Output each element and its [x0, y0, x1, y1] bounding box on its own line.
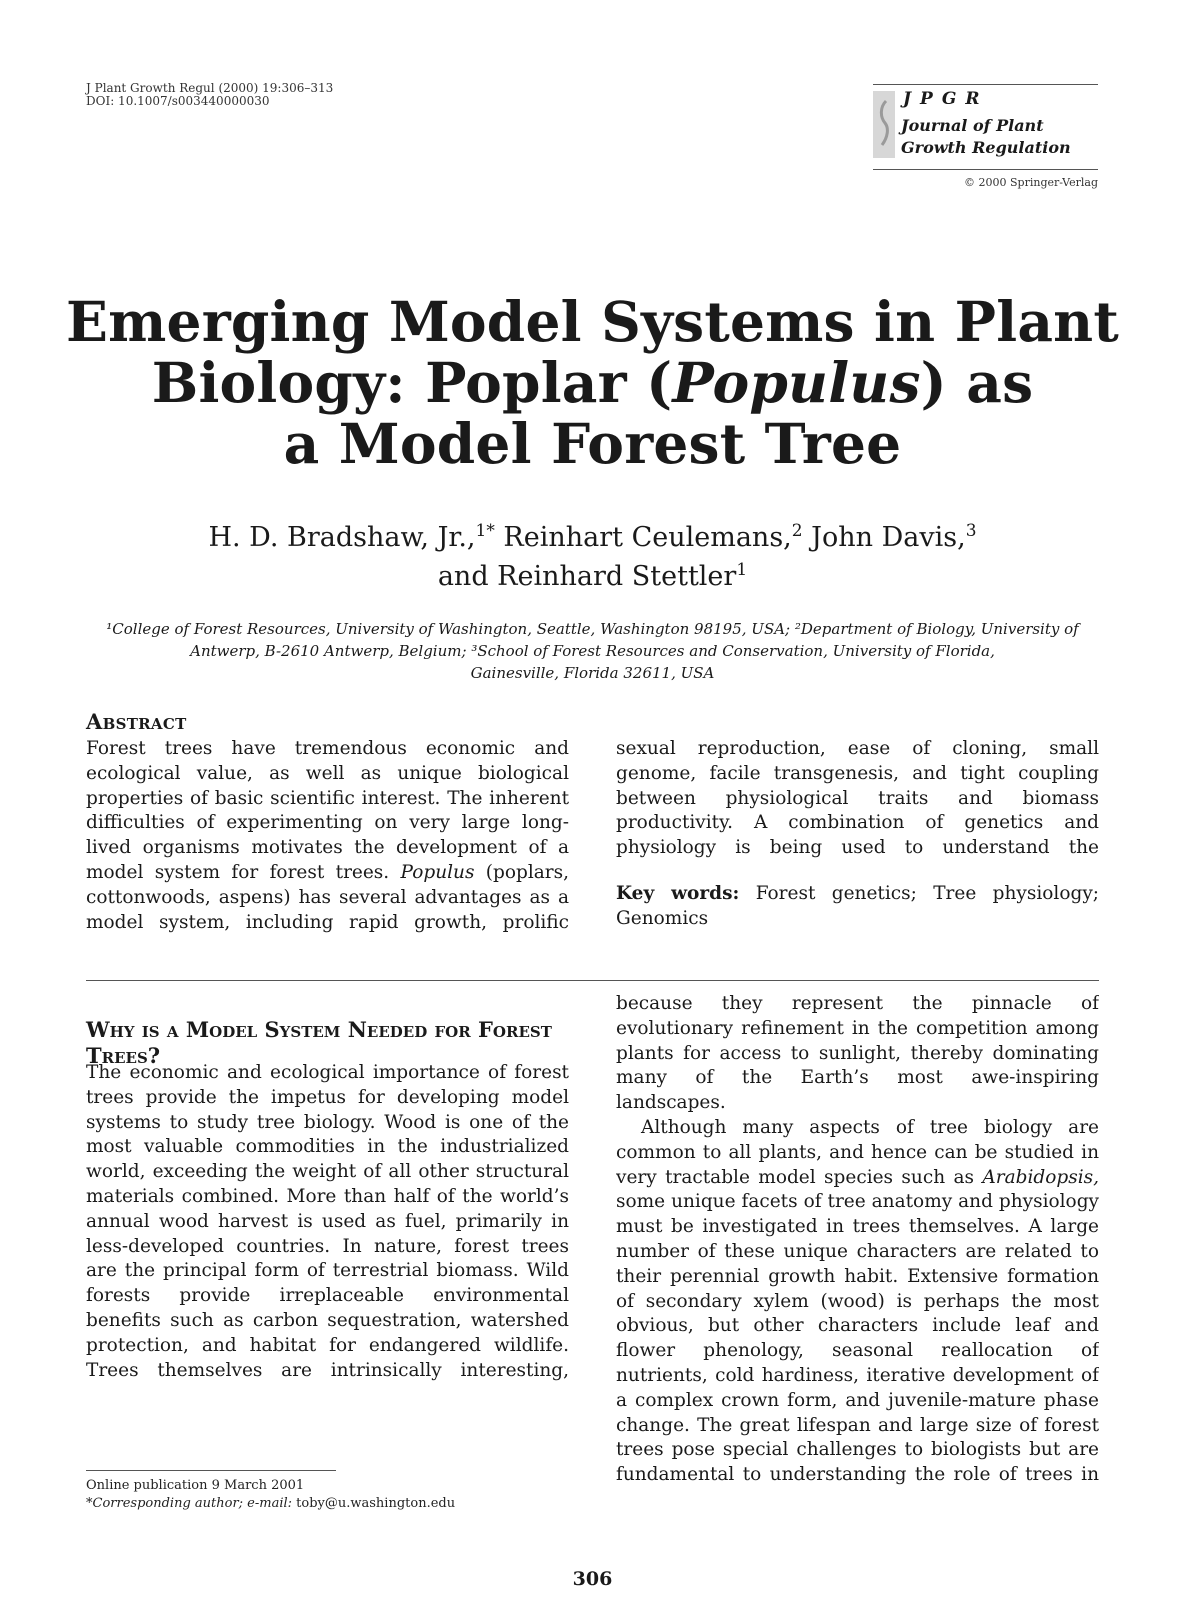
text-run: sexual reproduction, ease of cloning, small genome, facile transgenesis, and tight coupling between physiological traits and biomass productivity. A combination of genetics and physiology is being used to understand the: [616, 737, 1099, 859]
copyright: © 2000 Springer-Verlag: [964, 176, 1098, 189]
text-run: Forest trees have tremendous economic and ecological value, as well as unique biological properties of basic scientific interest. The inherent difficulties of experimenting on very large long-lived organisms motivates the development of a model system for forest trees.: [86, 738, 569, 883]
corresponding-author: [86, 1495, 455, 1513]
online-publication: Online publication 9 March 2001: [86, 1478, 305, 1493]
abstract-paragraph-continued: [616, 737, 1099, 861]
author-sup: 1: [736, 560, 748, 580]
title-italic: Populus: [672, 350, 921, 415]
abstract-paragraph: [86, 737, 569, 935]
author-sup: 2: [791, 521, 803, 541]
footnote-rule: [86, 1470, 336, 1471]
affiliation-line: Antwerp, B-2610 Antwerp, Belgium; ³School of Forest Resources and Conservation, University of Florida,: [190, 642, 995, 660]
affiliations: [86, 618, 1099, 684]
text-run: (poplars, cottonwoods, aspens) has several advantages as a model system, including rapid growth, prolific: [86, 861, 569, 933]
article-title: [60, 291, 1125, 474]
author-name: and Reinhard Stettler: [437, 561, 737, 592]
affiliation-line: ¹College of Forest Resources, University of Washington, Seattle, Washington 98195, USA; ²Department of Biology, University of: [106, 620, 1079, 638]
body-paragraph: [616, 1116, 1099, 1489]
italic-run: Arabidopsis,: [982, 1166, 1099, 1188]
seedling-icon: [875, 97, 893, 149]
author-sup: 1*: [475, 521, 495, 541]
author-name: Reinhart Ceulemans,: [494, 522, 792, 553]
author-name: H. D. Bradshaw, Jr.,: [208, 522, 476, 553]
body-paragraph: because they represent the pinnacle of evolutionary refinement in the competition among plants for access to sunlight, thereby dominating many of the Earth’s most awe-inspiring landscapes.: [616, 992, 1099, 1114]
keywords-label: Key words:: [616, 883, 740, 904]
author-name: John Davis,: [802, 522, 966, 553]
abstract-text-left: [86, 737, 569, 935]
journal-name: Journal of Plant Growth Regulation: [901, 116, 1071, 157]
section-divider: [86, 980, 1099, 981]
journal-logo: [873, 84, 1098, 170]
abstract-text-right: [616, 737, 1099, 861]
authors-line: [60, 554, 1125, 593]
body-flow: [616, 992, 1099, 1489]
body-text-right: [616, 992, 1099, 1489]
title-line: [60, 352, 1125, 413]
authors-line: [60, 515, 1125, 554]
author-list: [60, 515, 1125, 593]
body-paragraph: The economic and ecological importance of forest trees provide the impetus for developing model systems to study tree biology. Wood is one of the most valuable commodities in the industrialized world, exceeding the weight of all other structural materials combined. More than half of the world’s annual wood harvest is used as fuel, primarily in less-developed countries. In nature, forest trees are the principal form of terrestrial biomass. Wild forests provide irreplaceable environmental benefits such as carbon sequestration, watershed protection, and habitat for endangered wildlife. Trees themselves are intrinsically interesting,: [86, 1062, 569, 1381]
title-line: a Model Forest Tree: [283, 411, 902, 476]
author-sup: 3: [965, 521, 977, 541]
corresponding-label: *Corresponding author; e-mail:: [86, 1496, 293, 1511]
keywords-text: Forest genetics; Tree physiology; Genomics: [616, 883, 1100, 929]
citation-line: J Plant Growth Regul (2000) 19:306–313: [86, 81, 334, 95]
email-link[interactable]: toby@u.washington.edu: [292, 1496, 456, 1511]
keywords: [616, 882, 1099, 932]
abstract-heading: Abstract: [86, 709, 187, 734]
affiliation-line: Gainesville, Florida 32611, USA: [470, 664, 715, 682]
text-run: some unique facets of tree anatomy and physiology must be investigated in trees themselves. A large number of these unique characters are related to their perennial growth habit. Extensive formation of secondary xylem (wood) is perhaps the most obvious, but other characters include leaf and flower phenology, seasonal reallocation of nutrients, cold hardiness, iterative development of a complex crown form, and juvenile-mature phase change. The great lifespan and large size of forest trees pose special challenges to biologists but are fundamental to understanding the role of trees in: [616, 1191, 1099, 1486]
title-line: Emerging Model Systems in Plant: [66, 289, 1119, 354]
title-segment: ) as: [920, 350, 1034, 415]
italic-run: Populus: [400, 861, 475, 883]
doi-line: DOI: 10.1007/s003440000030: [86, 94, 270, 108]
text-run: Although many aspects of tree biology are common to all plants, and hence can be studied in very tractable model species such as: [616, 1116, 1099, 1188]
citation-block: [86, 82, 333, 108]
journal-abbr: JPGR: [903, 89, 989, 109]
footnote: [86, 1477, 455, 1513]
page-number: 306: [572, 1568, 613, 1590]
title-segment: Biology: Poplar (: [151, 350, 673, 415]
section-heading: Why is a Model System Needed for Forest Trees?: [86, 1017, 552, 1068]
body-text-left: [86, 1061, 569, 1384]
